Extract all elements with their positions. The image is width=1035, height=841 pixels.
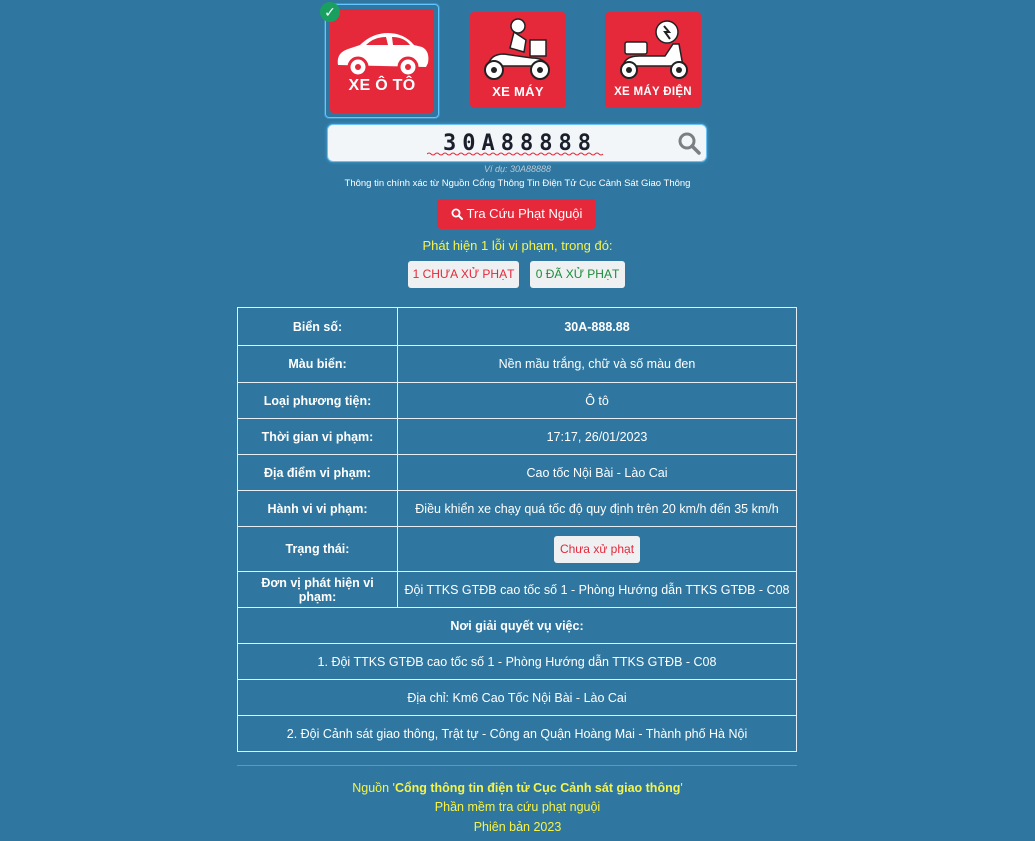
vehicle-label-motorbike: XE MÁY [492,84,544,99]
unpaid-count-button[interactable]: 1 CHƯA XỬ PHẠT [408,261,519,288]
status-badge: Chưa xử phạt [554,536,640,563]
violation-behavior-value: Điều khiển xe chạy quá tốc độ quy định trên 20 km/h đến 35 km/h [398,491,797,527]
table-row [238,680,797,716]
table-row [238,572,797,608]
vehicle-type-value: Ô tô [398,383,797,419]
table-row [238,419,797,455]
footer-source-prefix: Nguồn ' [352,781,395,795]
footer-software: Phần mềm tra cứu phạt nguội [434,800,601,814]
detecting-unit-label: Đơn vị phát hiện vi phạm: [238,572,398,608]
footer-version: Phiên bản 2023 [473,820,562,834]
status-label: Trạng thái: [238,527,398,572]
table-row [238,455,797,491]
lookup-button-label: Tra Cứu Phạt Nguội [466,206,583,221]
vehicle-selector [0,4,1035,120]
plate-color-label: Màu biển: [238,346,398,383]
table-row [238,346,797,383]
plate-color-value: Nền mầu trắng, chữ và số màu đen [398,346,797,383]
paid-count-button[interactable]: 0 ĐÃ XỬ PHẠT [530,261,625,288]
spellcheck-underline [427,152,605,156]
check-icon: ✓ [320,2,340,22]
resolve-heading: Nơi giải quyết vụ việc: [238,608,797,644]
resolve-place-2: 2. Đội Cảnh sát giao thông, Trật tự - Công an Quận Hoàng Mai - Thành phố Hà Nội [238,716,797,752]
car-icon [330,15,434,85]
source-note: Thông tin chính xác từ Nguồn Cổng Thông Tin Điện Tử Cục Cảnh Sát Giao Thông [344,178,691,189]
search-icon [451,208,463,220]
search-icon[interactable] [676,130,702,156]
vehicle-label-electric-scooter: XE MÁY ĐIỆN [614,86,692,98]
status-cell [398,527,797,572]
electric-scooter-tile [605,12,701,108]
table-row [238,383,797,419]
table-row [238,608,797,644]
violation-time-value: 17:17, 26/01/2023 [398,419,797,455]
table-row [238,491,797,527]
violation-time-label: Thời gian vi phạm: [238,419,398,455]
footer-source [0,781,1035,795]
table-row [238,308,797,346]
plate-label: Biển số: [238,308,398,346]
detecting-unit-value: Đội TTKS GTĐB cao tốc số 1 - Phòng Hướng dẫn TTKS GTĐB - C08 [398,572,797,608]
violation-place-value: Cao tốc Nội Bài - Lào Cai [398,455,797,491]
plate-value: 30A-888.88 [398,308,797,346]
violation-place-label: Địa điểm vi phạm: [238,455,398,491]
table-row [238,716,797,752]
violation-behavior-label: Hành vi vi phạm: [238,491,398,527]
vehicle-label-car: XE Ô TÔ [348,77,416,94]
table-row [238,644,797,680]
search-hint: Ví dụ: 30A88888 [483,164,552,174]
vehicle-option-car[interactable] [325,4,439,118]
footer-divider [237,765,797,766]
vehicle-type-label: Loại phương tiện: [238,383,398,419]
violation-summary: Phát hiện 1 lỗi vi phạm, trong đó: [422,238,613,253]
resolve-place-1-address: Địa chỉ: Km6 Cao Tốc Nội Bài - Lào Cai [238,680,797,716]
resolve-place-1: 1. Đội TTKS GTĐB cao tốc số 1 - Phòng Hướng dẫn TTKS GTĐB - C08 [238,644,797,680]
vehicle-option-motorbike[interactable] [470,12,566,108]
motorbike-rider-icon [470,14,566,86]
vehicle-option-electric-scooter[interactable] [605,12,701,108]
footer-source-suffix: ' [680,781,683,795]
lookup-button[interactable] [437,199,596,229]
violation-table [237,307,797,752]
car-tile [330,9,434,113]
plate-search-box [327,124,707,162]
table-row [238,527,797,572]
footer-source-name: Cổng thông tin điện tử Cục Cảnh sát giao thông [394,781,681,795]
motorbike-tile [470,12,566,108]
electric-scooter-icon [605,14,701,86]
